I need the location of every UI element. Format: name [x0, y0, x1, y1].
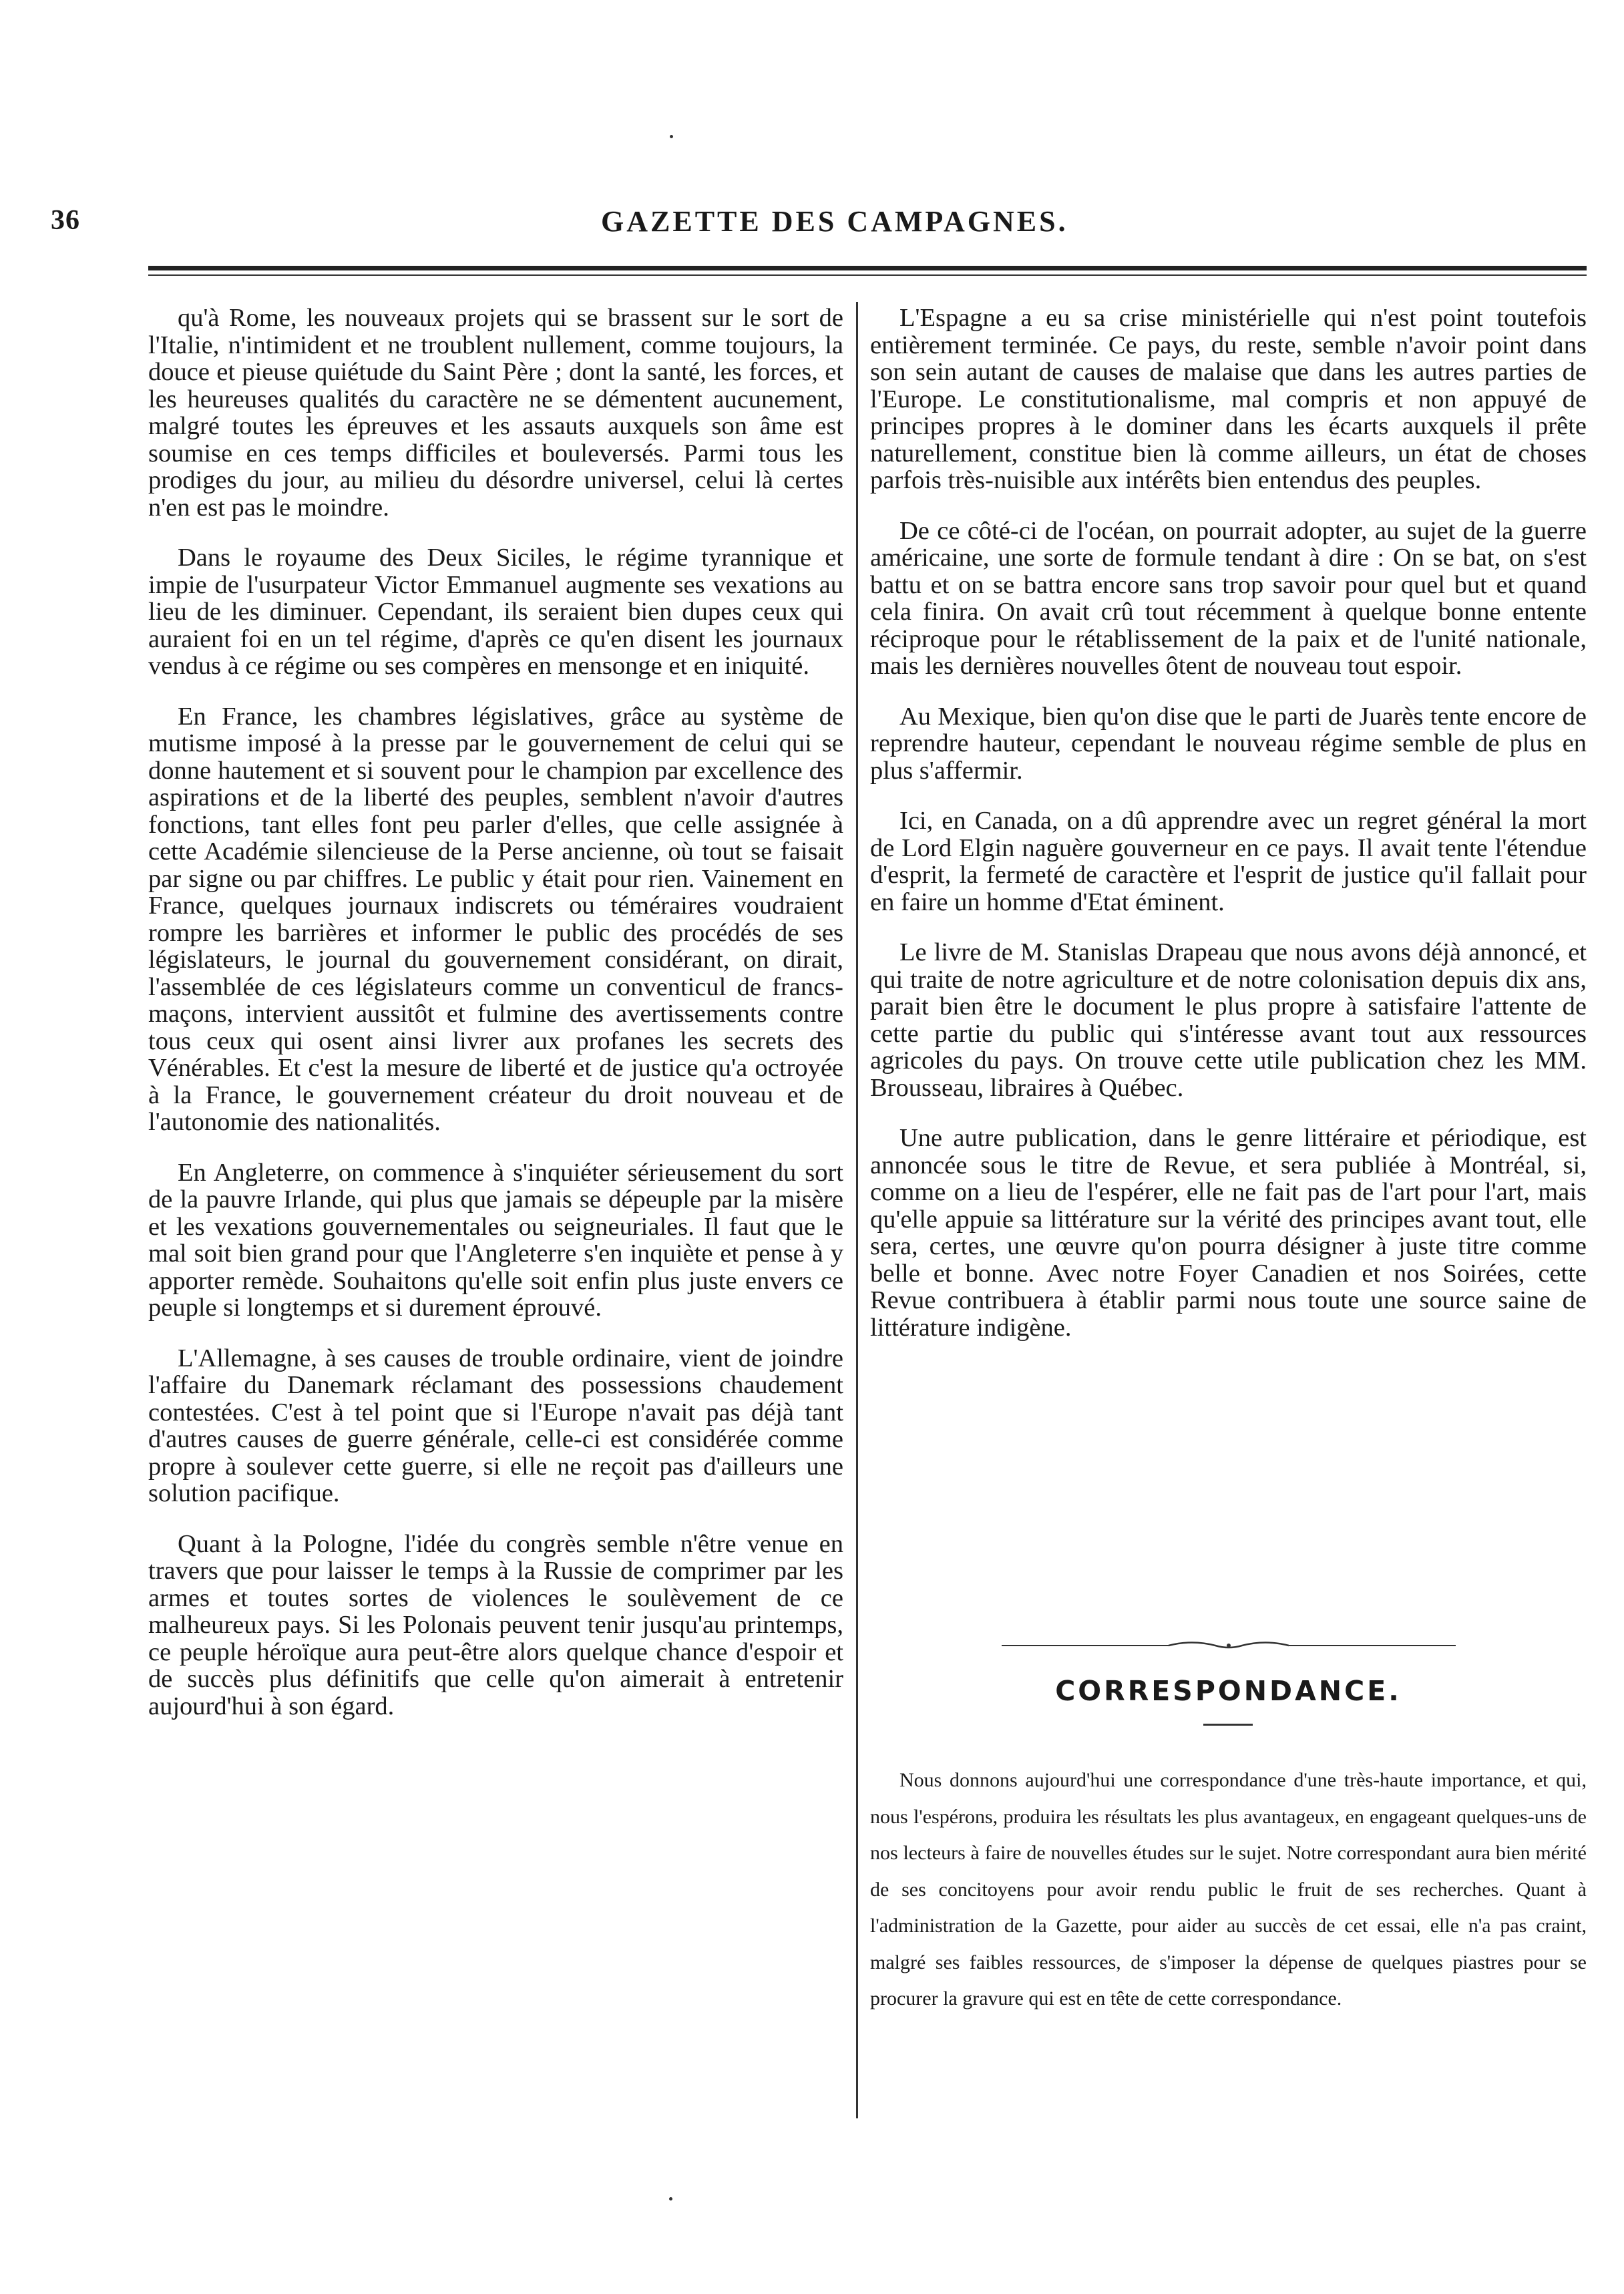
speck — [670, 135, 673, 138]
running-head: GAZETTE DES CAMPAGNES. — [601, 205, 1068, 238]
correspondance-intro: Nous donnons aujourd'hui une correspondance d'une très-haute importance, et qui, nous l'espérons, produira les résultats les plus avantageux, en engageant quelques-uns de nos lecteurs à faire de nouvelles études sur le sujet. Notre correspondant aura bien mérité de ses concitoyens pour avoir rendu public le fruit de ses recherches. Quant à l'administration de la Gazette, pour aider au succès de cet essai, elle n'a pas craint, malgré ses faibles ressources, de s'imposer la dépense de quelques piastres pour se procurer la gravure qui est en tête de cette correspondance. — [870, 1769, 1587, 2010]
paragraph: Quant à la Pologne, l'idée du congrès semble n'être venue en travers que pour laisser le temps à la Russie de comprimer par les armes et toutes sortes de violences le soulèvement de ce malheureux pays. Si les Polonais peuvent tenir jusqu'au printemps, ce peuple héroïque aura peut-être alors quelque chance d'espoir et de succès plus définitifs que celle qu'on aimerait à entretenir aujourd'hui à son égard. — [148, 1529, 843, 1720]
header-rule-thick — [148, 266, 1587, 270]
right-column — [870, 305, 1587, 1364]
paragraph: L'Espagne a eu sa crise ministérielle qui n'est point toutefois entièrement terminée. Ce pays, du reste, semble n'avoir point dans son sein autant de causes de malaise que dans les autres parties de l'Europe. Le constitutionalisme, mal compris et non appuyé de principes propres à le dominer dans les écarts auxquels il prête naturellement, constitue bien là comme ailleurs, un état de choses parfois très-nuisible aux intérêts bien entendus des peuples. — [870, 304, 1587, 494]
section-title: CORRESPONDANCE. — [1055, 1675, 1402, 1707]
speck — [669, 2197, 672, 2201]
ornamental-rule — [1002, 1641, 1456, 1650]
column-divider — [856, 302, 858, 2118]
paragraph: Ici, en Canada, on a dû apprendre avec un regret général la mort de Lord Elgin naguère gouverneur en ce pays. Il avait tente l'étendue d'esprit, la fermeté de caractère et l'esprit de justice qu'il fallait pour en faire un homme d'Etat éminent. — [870, 807, 1587, 916]
paragraph: Au Mexique, bien qu'on dise que le parti de Juarès tente encore de reprendre hauteur, cependant le nouveau régime semble de plus en plus s'affermir. — [870, 702, 1587, 785]
page-number: 36 — [51, 205, 80, 236]
paragraph: Dans le royaume des Deux Siciles, le régime tyrannique et impie de l'usurpateur Victor Emmanuel augmente ses vexations au lieu de les diminuer. Cependant, ils seraient bien dupes ceux qui auraient foi en un tel régime, d'après ce qu'en disent les journaux vendus à ce régime ou ses compères en mensonge et en iniquité. — [148, 544, 843, 680]
left-column — [148, 305, 843, 1743]
paragraph: Une autre publication, dans le genre littéraire et périodique, est annoncée sous le titre de Revue, et sera publiée à Montréal, si, comme on a lieu de l'espérer, elle ne fait pas de l'art pour l'art, mais qu'elle appuie sa littérature sur la vérité des principes avant tout, elle sera, certes, une œuvre qu'on pourra désigner à juste titre comme belle et bonne. Avec notre Foyer Canadien et nos Soirées, cette Revue contribuera à établir parmi nous toute une source saine de littérature indigène. — [870, 1124, 1587, 1342]
paragraph: De ce côté-ci de l'océan, on pourrait adopter, au sujet de la guerre américaine, une sorte de formule tendant à dire : On se bat, on s'est battu et on se battra encore sans trop savoir pour quel but et quand cela finira. On avait crû tout récemment à quelque bonne entente réciproque pour le rétablissement de la paix et de l'unité nationale, mais les dernières nouvelles ôtent de nouveau tout espoir. — [870, 516, 1587, 680]
paragraph: En France, les chambres législatives, grâce au système de mutisme imposé à la presse par le gouvernement de celui qui se donne hautement et si souvent pour le champion par excellence des aspirations et de la liberté des peuples, semblent n'avoir d'autres fonctions, tant elles font peu parler d'elles, que celle assignée à cette Académie silencieuse de la Perse ancienne, où tout se faisait par signe ou par chiffres. Le public y était pour rien. Vainement en France, quelques journaux indiscrets ou téméraires voudraient rompre les barrières et informer le public des procédés de ses législateurs, le journal du gouvernement considérant, on dirait, l'assemblée de ces législateurs comme un conventicul de francs-maçons, intervient aussitôt et fulmine des avertissements contre tous ceux qui osent ainsi livrer aux profanes les secrets des Vénérables. Et c'est la mesure de liberté et de justice qu'a octroyée à la France, le gouvernement créateur du droit nouveau et de l'autonomie des nationalités. — [148, 702, 843, 1136]
paragraph: qu'à Rome, les nouveaux projets qui se brassent sur le sort de l'Italie, n'intimident et ne troublent nullement, comme toujours, la douce et pieuse quiétude du Saint Père ; dont la santé, les forces, et les heureuses qualités du caractère ne se démentent aucunement, malgré toutes les épreuves et les assauts auxquels son âme est soumise en ces temps difficiles et bouleversés. Parmi tous les prodiges du jour, au milieu du désordre universel, celui là certes n'en est pas le moindre. — [148, 304, 843, 522]
paragraph: L'Allemagne, à ses causes de trouble ordinaire, vient de joindre l'affaire du Danemark réclamant des possessions chaudement contestées. C'est à tel point que si l'Europe n'avait pas déjà tant d'autres causes de guerre générale, celle-ci est considérée comme propre à soulever cette guerre, si elle ne reçoit pas d'ailleurs une solution pacifique. — [148, 1344, 843, 1507]
paragraph: En Angleterre, on commence à s'inquiéter sérieusement du sort de la pauvre Irlande, qui plus que jamais se dépeuple par la misère et les vexations gouvernementales ou seigneuriales. Il faut que le mal soit bien grand pour que l'Angleterre s'en inquiète et pense à y apporter remède. Souhaitons qu'elle soit enfin plus juste envers ce peuple si longtemps et si durement éprouvé. — [148, 1158, 843, 1322]
title-rule — [1203, 1724, 1253, 1726]
header-rule-thin — [148, 274, 1587, 276]
paragraph: Le livre de M. Stanislas Drapeau que nous avons déjà annoncé, et qui traite de notre agriculture et de notre colonisation depuis dix ans, parait bien être le document le plus propre à satisfaire l'attente de cette partie du public qui s'intéresse avant tout aux ressources agricoles du pays. On trouve cette utile publication chez les MM. Brousseau, libraires à Québec. — [870, 938, 1587, 1102]
